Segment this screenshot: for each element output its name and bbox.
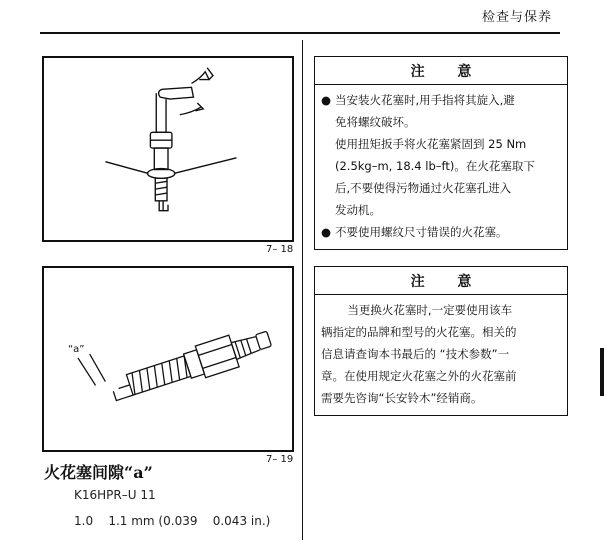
bullet-dot: ●: [321, 225, 332, 239]
note-line: 不要使用螺纹尺寸错误的火花塞。: [335, 225, 508, 239]
gap-label-a: “a”: [68, 344, 85, 355]
note-line: 后,不要使得污物通过火花塞孔进入: [335, 181, 512, 195]
caution-note-replacement: [314, 266, 568, 416]
figure-number-7-19: 7– 19: [266, 454, 294, 465]
header-rule: [40, 32, 560, 34]
spark-plug-model: K16HPR–U 11: [74, 488, 156, 502]
figure-number-7-18: 7– 18: [266, 244, 294, 255]
note-line: 免将螺纹破坏。: [335, 115, 416, 129]
note-title: 注 意: [315, 57, 567, 85]
note-bullet-item: [321, 221, 561, 243]
note-body: [315, 85, 567, 247]
note-line: 发动机。: [335, 203, 381, 217]
note-body: [315, 295, 567, 413]
note-line: (2.5kg–m, 18.4 lb–ft)。在火花塞取下: [335, 159, 535, 173]
spark-plug-gap-illustration: [44, 268, 292, 450]
figure-spark-plug-gap: [42, 266, 294, 452]
note-line: 需要先咨询“长安铃木”经销商。: [321, 391, 483, 405]
spark-gap-title: 火花塞间隙“a”: [44, 463, 153, 482]
bullet-dot: ●: [321, 93, 332, 107]
section-header-title: 检查与保养: [481, 10, 552, 25]
column-divider: [302, 40, 303, 540]
caution-note-installation: [314, 56, 568, 250]
page-edge-tab: [600, 348, 604, 396]
figure-spark-plug-install: [42, 56, 294, 242]
note-bullet-item: [321, 89, 561, 111]
note-line: 当安装火花塞时,用手指将其旋入,避: [335, 93, 515, 107]
note-line: 章。在使用规定火花塞之外的火花塞前: [321, 369, 517, 383]
spark-plug-wrench-illustration: [44, 58, 292, 240]
spark-gap-spec: 1.0 1.1 mm (0.039 0.043 in.): [74, 514, 271, 528]
note-line: 当更换火花塞时,一定要使用该车: [347, 303, 513, 317]
note-line: 辆指定的品牌和型号的火花塞。相关的: [321, 325, 517, 339]
note-line: 信息请查询本书最后的 “技术参数”一: [321, 347, 510, 361]
note-line: 使用扭矩扳手将火花塞紧固到 25 Nm: [335, 137, 527, 151]
note-title: 注 意: [315, 267, 567, 295]
